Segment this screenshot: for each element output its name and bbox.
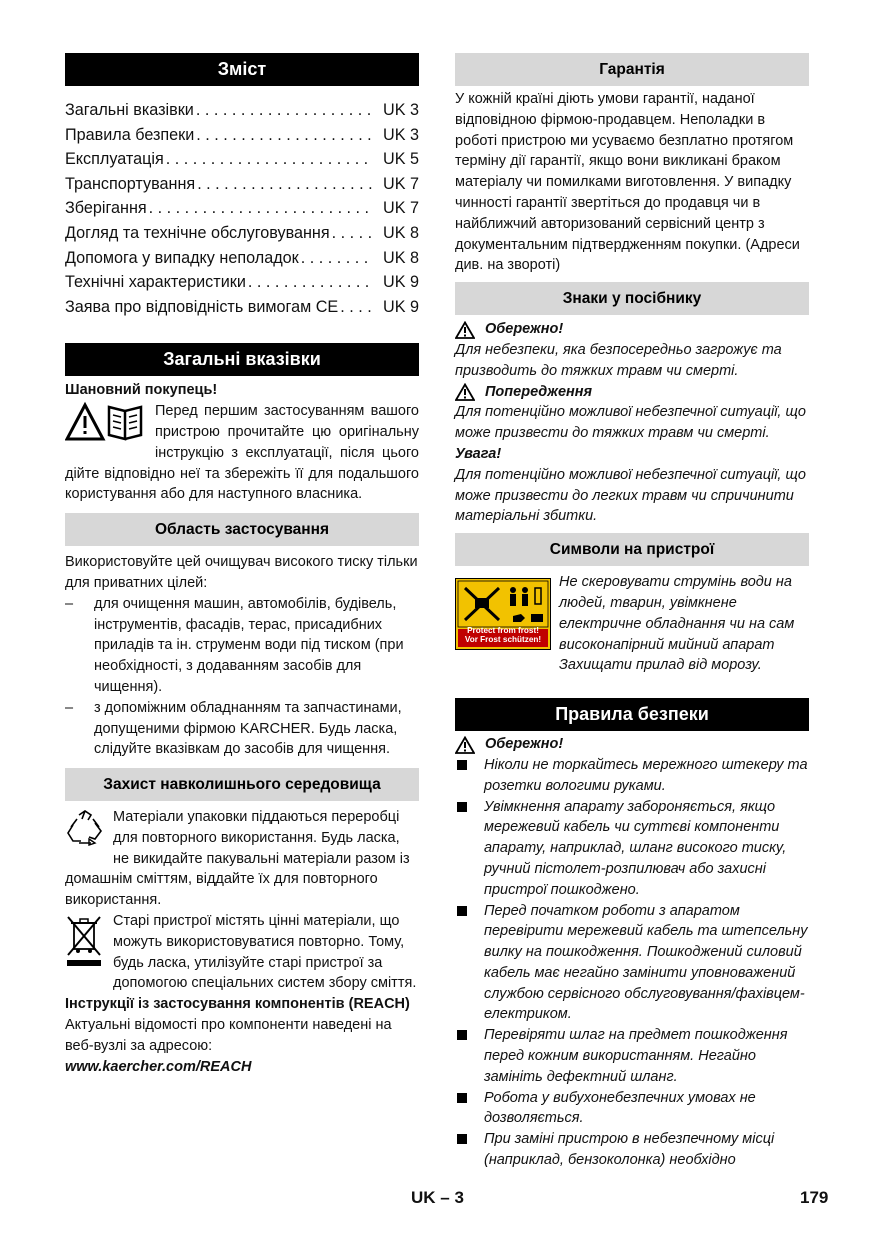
safety-danger-label: Обережно! <box>485 736 564 753</box>
right-column <box>455 53 809 1171</box>
warning-read-manual-icon <box>65 401 149 450</box>
toc-leader <box>149 196 374 221</box>
environment-heading: Захист навколишнього середовища <box>65 768 419 801</box>
toc-leader <box>196 98 374 123</box>
toc-leader <box>332 221 374 246</box>
toc-item[interactable] <box>65 295 419 320</box>
frost-warning-label-icon <box>455 578 551 657</box>
list-item: – для очищення машин, автомобілів, будівель, інструментів, фасадів, терас, присадибних приладів та ін. струменм води під тиском (при необхідності, з додаванням засобів для чищення). <box>65 594 419 698</box>
device-symbols-heading: Символи на пристрої <box>455 533 809 566</box>
toc-item-page: UK 7 <box>383 199 419 218</box>
toc-item-label: Догляд та технічне обслуговування <box>65 223 330 242</box>
reach-text: Актуальні відомості про компоненти наведені на веб-вузлі за адресою: <box>65 1017 392 1054</box>
recycling-block <box>65 807 419 911</box>
frost-label-text <box>458 626 548 644</box>
device-symbols-text2: Захищати прилад від морозу. <box>559 657 762 674</box>
frost-label-line1: Protect from frost! <box>467 626 539 635</box>
toc-item-page: UK 9 <box>383 297 419 316</box>
toc-leader <box>301 246 374 271</box>
general-intro-block <box>65 401 419 505</box>
page-number: 179 <box>800 1188 829 1207</box>
list-item: Ніколи не торкайтесь мережного штекеру та розетки вологими руками. <box>455 755 809 797</box>
toc-item-page: UK 5 <box>383 150 419 169</box>
caution-label: Увага! <box>455 445 502 462</box>
crossed-bin-icon <box>65 913 103 976</box>
recycling-text: Матеріали упаковки піддаються переробці для повторного використання. Будь ласка, не викидайте пакувальні матеріали разом із домашнім сміттям, віддайте їх для повторного використання. <box>65 809 410 909</box>
danger-line <box>455 319 809 340</box>
scope-intro: Використовуйте цей очищувач високого тиску тільки для приватних цілей: <box>65 554 418 591</box>
toc-item[interactable] <box>65 123 419 148</box>
toc-item-page: UK 7 <box>383 174 419 193</box>
list-item: Робота у вибухонебезпечних умовах не дозволяється. <box>455 1088 809 1130</box>
toc-item[interactable] <box>65 172 419 197</box>
recycling-icon <box>65 809 105 854</box>
page-code: UK – 3 <box>411 1188 464 1207</box>
reach-link[interactable]: www.kaercher.com/REACH <box>65 1058 252 1075</box>
warning-triangle-icon <box>455 383 475 401</box>
toc-item-label: Експлуатація <box>65 150 164 169</box>
toc-item[interactable] <box>65 147 419 172</box>
left-column <box>65 53 419 1077</box>
scope-heading: Область застосування <box>65 513 419 546</box>
frost-label-line2: Vor Frost schützen! <box>464 635 542 644</box>
warning-triangle-icon <box>455 736 475 754</box>
device-symbols-block <box>455 572 809 676</box>
toc-item[interactable] <box>65 196 419 221</box>
weee-block <box>65 911 419 994</box>
safety-list <box>455 755 809 1171</box>
toc-item-label: Загальні вказівки <box>65 101 194 119</box>
caution-text: Для потенційно можливої небезпечної ситуації, що може призвести до легких травм чи спричинити матеріальні збитки. <box>455 466 806 525</box>
list-item: Перед початком роботи з апаратом перевірити мережевий кабель та штепсельну вилку на пошкодження. Пошкоджений силовий кабель має негайно замінити уповноважений службою сервісного обслуговування/фахівцем-електриком. <box>455 901 809 1026</box>
warning-triangle-icon <box>455 321 475 339</box>
toc-item-label: Зберігання <box>65 199 147 218</box>
toc-leader <box>166 147 374 172</box>
list-item: Перевіряти шлаг на предмет пошкодження перед кожним використанням. Негайно замініть дефектний шланг. <box>455 1025 809 1087</box>
toc-item-label: Заява про відповідність вимогам CE <box>65 297 339 316</box>
toc-item-page: UK 3 <box>383 125 419 144</box>
toc-item-page: UK 3 <box>383 101 419 119</box>
toc-leader <box>248 270 374 295</box>
toc-item-page: UK 8 <box>383 248 419 267</box>
warranty-text: У кожній країні діють умови гарантії, наданої відповідною фірмою-продавцем. Неполадки в роботі пристрою ми усуваємо безплатно протягом терміну дії гарантії, якщо вони викликані браком матеріалу чи помилками виготовлення. У випадку чинності гарантії звертіться до продавця чи в найближчий авторизований сервісний центр з документальним підтвердженням покупки. (Адреси див. на звороті) <box>455 91 800 274</box>
toc-item-page: UK 8 <box>383 223 419 242</box>
toc-item[interactable] <box>65 246 419 271</box>
device-symbols-text1: Не скеровувати струмінь води на людей, тварин, увімкнене електричне обладнання чи на сам високонапірний мийний апарат <box>559 574 795 653</box>
scope-list <box>65 594 419 760</box>
general-intro-text: Перед першим застосуванням вашого пристрою прочитайте цю оригінальну інструкцію з експлуатації, після цього дійте відповідно неї та збережіть її для подальшого користування або для наступного власника. <box>65 403 419 503</box>
toc-item[interactable] <box>65 98 419 123</box>
warranty-heading: Гарантія <box>455 53 809 86</box>
list-item: – з допоміжним обладнанням та запчастинами, допущеними фірмою KARCHER. Будь ласка, слідуйте вказівкам до засобів для чищення. <box>65 698 419 760</box>
list-item: При заміні пристрою в небезпечному місці (наприклад, бензоколонка) необхідно <box>455 1129 809 1171</box>
danger-label: Обережно! <box>485 321 564 338</box>
toc-item-label: Технічні характеристики <box>65 273 246 292</box>
warning-text: Для потенційно можливої небезпечної ситуації, що може призвести до тяжких травм чи смерті. <box>455 404 806 442</box>
toc-item[interactable] <box>65 270 419 295</box>
safety-danger-line <box>455 734 809 755</box>
toc-leader <box>196 123 374 148</box>
weee-text: Старі пристрої містять цінні матеріали, що можуть використовуватися повторно. Тому, будь ласка, утилізуйте старі пристрої за допомогою спеціальних систем збору сміття. <box>113 913 417 992</box>
reach-title: Інструкції із застосування компонентів (REACH) <box>65 996 410 1013</box>
toc-heading: Зміст <box>65 53 419 86</box>
warning-line <box>455 382 809 403</box>
toc-item-page: UK 9 <box>383 273 419 292</box>
toc-item-label: Транспортування <box>65 174 196 193</box>
general-heading: Загальні вказівки <box>65 343 419 376</box>
toc-leader <box>340 295 374 320</box>
warning-label: Попередження <box>485 383 593 400</box>
table-of-contents <box>65 98 419 319</box>
toc-item[interactable] <box>65 221 419 246</box>
safety-heading: Правила безпеки <box>455 698 809 731</box>
signs-heading: Знаки у посібнику <box>455 282 809 315</box>
list-item: Увімкнення апарату забороняється, якщо мережевий кабель чи суттєві компоненти апарату, наприклад, шланг високого тиску, ручний пістолет-розпилювач або захисні пристрої пошкоджено. <box>455 797 809 901</box>
toc-leader <box>197 172 374 197</box>
toc-item-label: Допомога у випадку неполадок <box>65 248 299 267</box>
toc-item-label: Правила безпеки <box>65 125 195 144</box>
danger-text: Для небезпеки, яка безпосередньо загрожує та призводить до тяжких травм чи смерті. <box>455 341 782 379</box>
greeting: Шановний покупець! <box>65 382 218 399</box>
